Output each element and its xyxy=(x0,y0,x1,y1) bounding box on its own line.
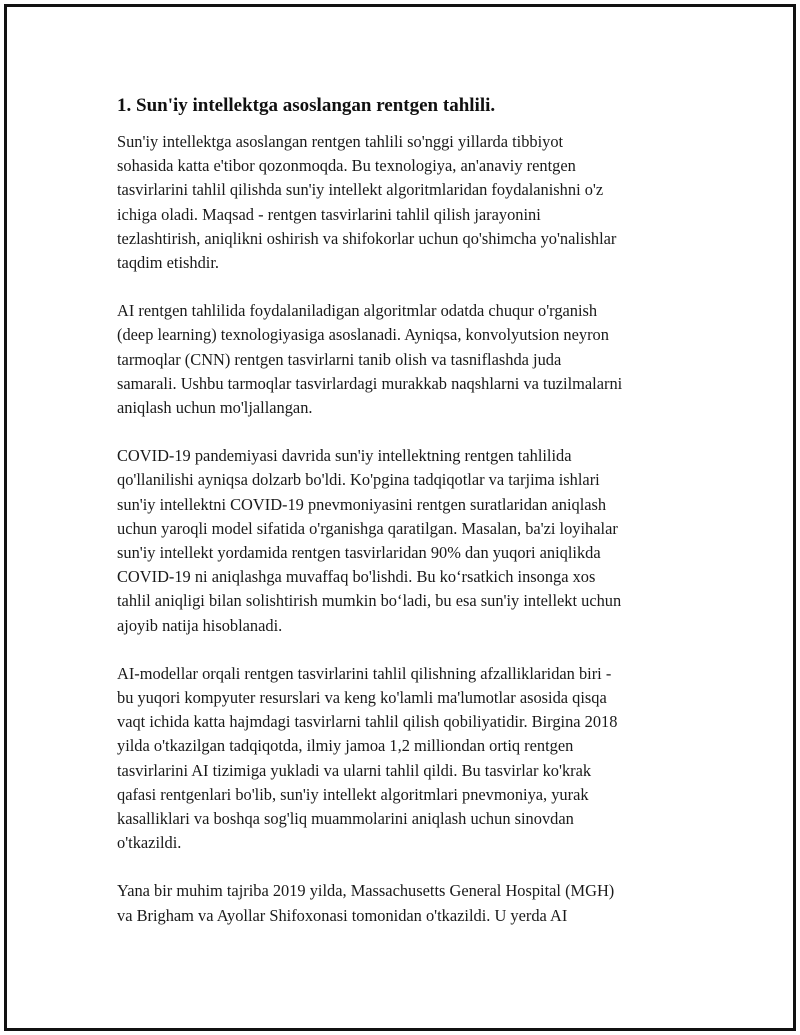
text-line: sun'iy intellekt yordamida rentgen tasvirlaridan 90% dan yuqori aniqlikda xyxy=(117,543,601,563)
text-line: COVID-19 ni aniqlashga muvaffaq bo'lishdi. Bu ko‘rsatkich insonga xos xyxy=(117,567,596,587)
text-line: taqdim etishdir. xyxy=(117,253,219,273)
text-line: o'tkazildi. xyxy=(117,833,182,853)
text-line: tasvirlarini AI tizimiga yukladi va ularni tahlil qildi. Bu tasvirlar ko'krak xyxy=(117,760,592,780)
text-line: sun'iy intellektni COVID-19 pnevmoniyasini rentgen suratlaridan aniqlash xyxy=(117,494,607,514)
text-line: (deep learning) texnologiyasiga asoslanadi. Ayniqsa, konvolyutsion neyron xyxy=(117,325,609,345)
paragraph-5 xyxy=(117,879,697,927)
paragraph-4 xyxy=(117,662,697,856)
text-line: Yana bir muhim tajriba 2019 yilda, Massachusetts General Hospital (MGH) xyxy=(117,881,615,901)
text-line: COVID-19 pandemiyasi davrida sun'iy intellektning rentgen tahlilida xyxy=(117,446,572,466)
text-line: tarmoqlar (CNN) rentgen tasvirlarni tanib olish va tasniflashda juda xyxy=(117,349,562,369)
text-line: tasvirlarini tahlil qilishda sun'iy intellekt algoritmlaridan foydalanishni o'z xyxy=(117,180,604,200)
text-line: ajoyib natija hisoblanadi. xyxy=(117,615,283,635)
section-heading: 1. Sun'iy intellektga asoslangan rentgen tahlili. xyxy=(117,95,496,116)
text-line: AI rentgen tahlilida foydalaniladigan algoritmlar odatda chuqur o'rganish xyxy=(117,301,598,321)
text-line: samarali. Ushbu tarmoqlar tasvirlardagi murakkab naqshlarni va tuzilmalarni xyxy=(117,373,623,393)
text-line: tahlil aniqligi bilan solishtirish mumkin bo‘ladi, bu esa sun'iy intellekt uchun xyxy=(117,591,622,611)
text-line: ichiga oladi. Maqsad - rentgen tasvirlarini tahlil qilish jarayonini xyxy=(117,204,541,224)
text-line: uchun yaroqli model sifatida o'rganishga qaratilgan. Masalan, ba'zi loyihalar xyxy=(117,518,618,538)
paragraph-2 xyxy=(117,299,697,420)
text-line: qafasi rentgenlari bo'lib, sun'iy intellekt algoritmlari pnevmoniya, yurak xyxy=(117,784,589,804)
document-body xyxy=(117,93,697,952)
text-line: qo'llanilishi ayniqsa dolzarb bo'ldi. Ko'pgina tadqiqotlar va tarjima ishlari xyxy=(117,470,600,490)
text-line: aniqlash uchun mo'ljallangan. xyxy=(117,398,313,418)
text-line: sohasida katta e'tibor qozonmoqda. Bu texnologiya, an'anaviy rentgen xyxy=(117,156,576,176)
text-line: kasalliklari va boshqa sog'liq muammolarini aniqlash uchun sinovdan xyxy=(117,809,574,829)
text-line: bu yuqori kompyuter resurslari va keng ko'lamli ma'lumotlar asosida qisqa xyxy=(117,688,607,708)
paragraph-3 xyxy=(117,444,697,638)
text-line: vaqt ichida katta hajmdagi tasvirlarni tahlil qilish qobiliyatidir. Birgina 2018 xyxy=(117,712,618,732)
paragraph-1 xyxy=(117,130,697,275)
text-line: Sun'iy intellektga asoslangan rentgen tahlili so'nggi yillarda tibbiyot xyxy=(117,132,564,151)
text-line: yilda o'tkazilgan tadqiqotda, ilmiy jamoa 1,2 milliondan ortiq rentgen xyxy=(117,736,574,756)
text-line: AI-modellar orqali rentgen tasvirlarini tahlil qilishning afzalliklaridan biri - xyxy=(117,663,612,683)
text-line: tezlashtirish, aniqlikni oshirish va shifokorlar uchun qo'shimcha yo'nalishlar xyxy=(117,228,617,248)
text-line: va Brigham va Ayollar Shifoxonasi tomonidan o'tkazildi. U yerda AI xyxy=(117,905,568,925)
